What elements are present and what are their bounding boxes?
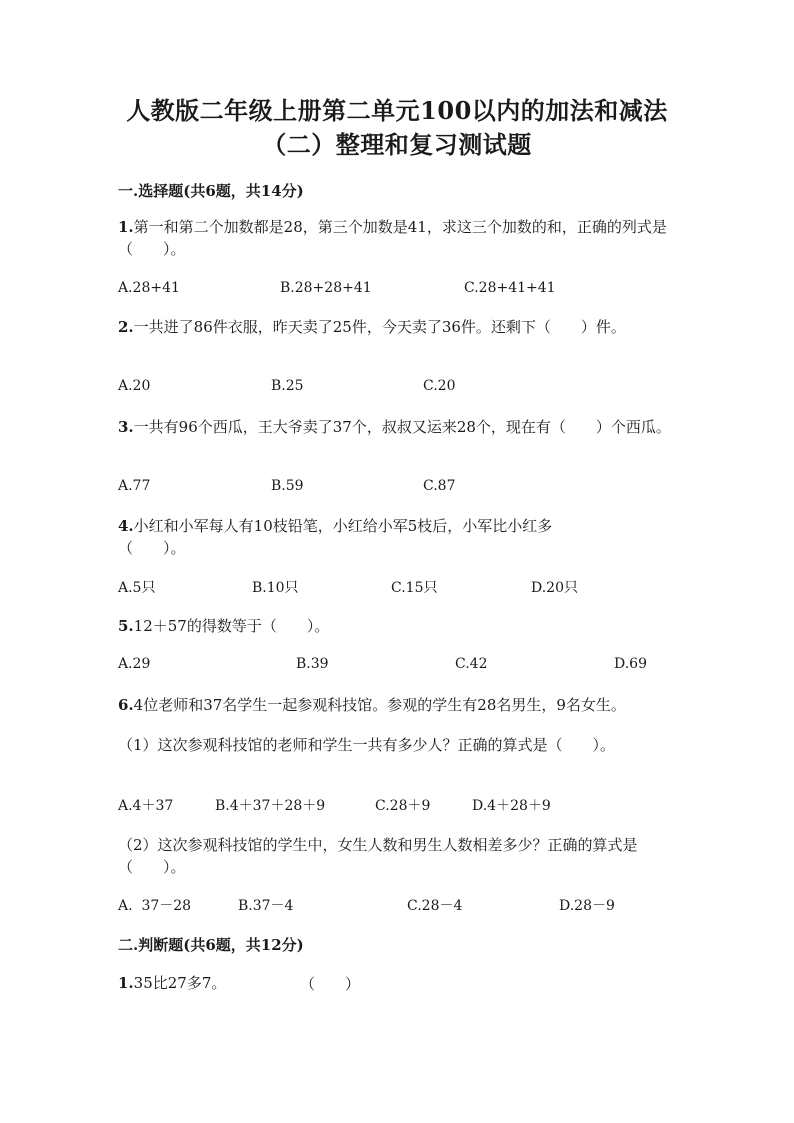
- option-a[interactable]: A.29: [118, 656, 151, 672]
- option-b[interactable]: B.39: [296, 656, 329, 672]
- section-heading-judgment: 二.判断题(共6题，共12分): [118, 936, 304, 954]
- option-b[interactable]: B.10只: [252, 580, 299, 596]
- question-6-sub-2: （2）这次参观科技馆的学生中，女生人数和男生人数相差多少？正确的算式是（ ）。: [118, 836, 638, 876]
- section-heading-choice: 一.选择题(共6题，共14分): [118, 182, 304, 200]
- question-number: 4.: [118, 517, 134, 535]
- option-b[interactable]: B.25: [271, 378, 304, 394]
- question-3: [118, 416, 678, 438]
- question-text: 小红和小军每人有10枝铅笔，小红给小军5枝后，小军比小红多（ ）。: [118, 517, 553, 557]
- option-c[interactable]: C.20: [423, 378, 456, 394]
- judgment-question-1: [118, 972, 678, 994]
- question-number: 2.: [118, 318, 134, 336]
- question-number: 5.: [118, 617, 134, 635]
- answer-blank[interactable]: （ ）: [300, 975, 361, 993]
- option-b[interactable]: B.59: [271, 478, 304, 494]
- option-d[interactable]: D.20只: [531, 580, 578, 596]
- page-title-line1: 人教版二年级上册第二单元100以内的加法和减法: [126, 96, 668, 125]
- question-5: [118, 615, 678, 637]
- option-c[interactable]: C.87: [423, 478, 456, 494]
- question-number: 1.: [118, 218, 134, 236]
- question-2: [118, 316, 678, 338]
- question-text: 35比27多7。: [133, 974, 227, 992]
- option-a[interactable]: A.5只: [118, 580, 156, 596]
- option-c[interactable]: C.42: [455, 656, 488, 672]
- question-6: [118, 694, 678, 716]
- option-d[interactable]: D.4＋28＋9: [472, 798, 551, 814]
- question-4: [118, 515, 598, 559]
- question-text: 一共进了86件衣服，昨天卖了25件，今天卖了36件。还剩下（ ）件。: [133, 318, 626, 336]
- question-text: 一共有96个西瓜，王大爷卖了37个，叔叔又运来28个，现在有（ ）个西瓜。: [133, 418, 671, 436]
- option-b[interactable]: B.37－4: [238, 898, 294, 914]
- option-d[interactable]: D.69: [614, 656, 647, 672]
- option-b[interactable]: B.28+28+41: [280, 280, 372, 296]
- page-title-line2: （二）整理和复习测试题: [262, 130, 532, 159]
- question-number: 3.: [118, 418, 134, 436]
- option-d[interactable]: D.28－9: [559, 898, 615, 914]
- question-text: 第一和第二个加数都是28，第三个加数是41，求这三个加数的和，正确的列式是（ ）。: [118, 218, 667, 258]
- option-a[interactable]: A.20: [118, 378, 151, 394]
- question-number: 6.: [118, 696, 134, 714]
- question-number: 1.: [118, 974, 134, 992]
- option-c[interactable]: C.15只: [391, 580, 438, 596]
- option-c[interactable]: C.28+41+41: [464, 280, 556, 296]
- option-c[interactable]: C.28＋9: [375, 798, 431, 814]
- question-text: 12＋57的得数等于（ ）。: [133, 617, 330, 635]
- option-c[interactable]: C.28－4: [407, 898, 463, 914]
- question-1: [118, 216, 678, 260]
- question-6-sub-1: （1）这次参观科技馆的老师和学生一共有多少人？正确的算式是（ ）。: [118, 736, 616, 754]
- option-a[interactable]: A.77: [118, 478, 151, 494]
- option-a[interactable]: A. 37－28: [118, 898, 192, 914]
- option-a[interactable]: A.28+41: [118, 280, 180, 296]
- option-b[interactable]: B.4＋37＋28＋9: [215, 798, 326, 814]
- question-text: 4位老师和37名学生一起参观科技馆。参观的学生有28名男生，9名女生。: [133, 696, 626, 714]
- option-a[interactable]: A.4＋37: [118, 798, 174, 814]
